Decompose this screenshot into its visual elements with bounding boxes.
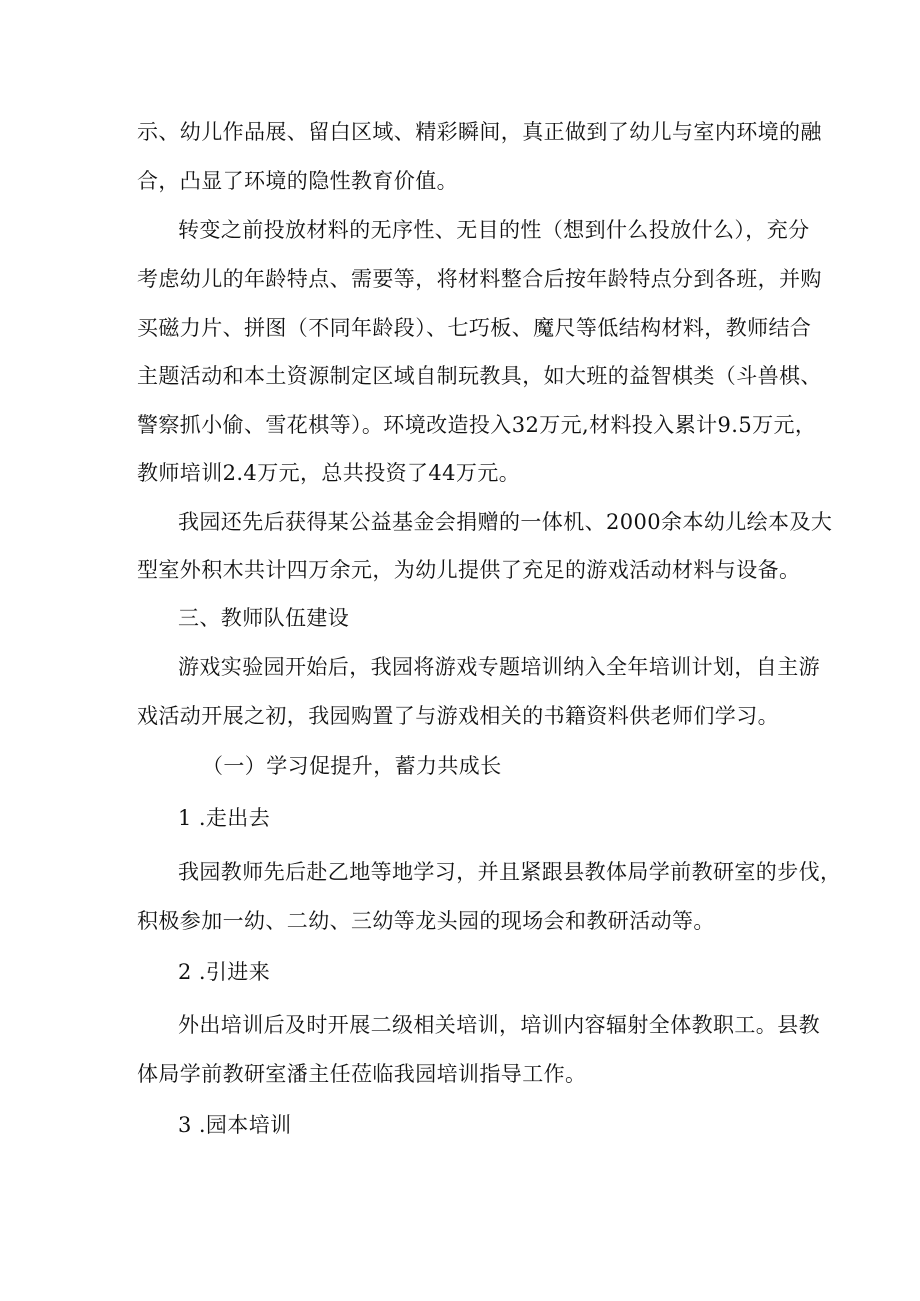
numbered-heading: 3 .园本培训 [178, 1113, 292, 1137]
paragraph-line: 游戏实验园开始后，我园将游戏专题培训纳入全年培训计划，自主游 [178, 655, 820, 679]
paragraph-line: 主题活动和本土资源制定区域自制玩教具，如大班的益智棋类（斗兽棋、 [137, 364, 822, 388]
paragraph-line: 合，凸显了环境的隐性教育价值。 [137, 169, 458, 193]
numbered-heading: 2 .引进来 [178, 960, 271, 984]
paragraph-line: 教师培训2.4万元，总共投资了44万元。 [137, 461, 521, 485]
paragraph-line: 警察抓小偷、雪花棋等）。环境改造投入32万元,材料投入累计9.5万元， [137, 413, 817, 437]
paragraph-line: 外出培训后及时开展二级相关培训，培训内容辐射全体教职工。县教 [178, 1013, 820, 1037]
paragraph-line: 积极参加一幼、二幼、三幼等龙头园的现场会和教研活动等。 [137, 909, 715, 933]
paragraph-line: 戏活动开展之初，我园购置了与游戏相关的书籍资料供老师们学习。 [137, 704, 779, 728]
paragraph-line: 示、幼儿作品展、留白区域、精彩瞬间，真正做到了幼儿与室内环境的融 [137, 120, 822, 144]
section-heading: 三、教师队伍建设 [178, 606, 350, 630]
paragraph-line: 体局学前教研室潘主任莅临我园培训指导工作。 [137, 1062, 587, 1086]
paragraph-line: 我园还先后获得某公益基金会捐赠的一体机、2000余本幼儿绘本及大 [178, 510, 833, 534]
paragraph-line: 转变之前投放材料的无序性、无目的性（想到什么投放什么），充分 [178, 218, 810, 242]
paragraph-line: 考虑幼儿的年龄特点、需要等，将材料整合后按年龄特点分到各班，并购 [137, 267, 822, 291]
numbered-heading: 1 .走出去 [178, 806, 271, 830]
paragraph-line: 型室外积木共计四万余元，为幼儿提供了充足的游戏活动材料与设备。 [137, 558, 801, 582]
paragraph-line: 买磁力片、拼图（不同年龄段）、七巧板、魔尺等低结构材料，教师结合 [137, 316, 812, 340]
paragraph-line: 我园教师先后赴乙地等地学习，并且紧跟县教体局学前教研室的步伐， [178, 860, 842, 884]
subsection-heading: （一）学习促提升，蓄力共成长 [202, 754, 502, 778]
